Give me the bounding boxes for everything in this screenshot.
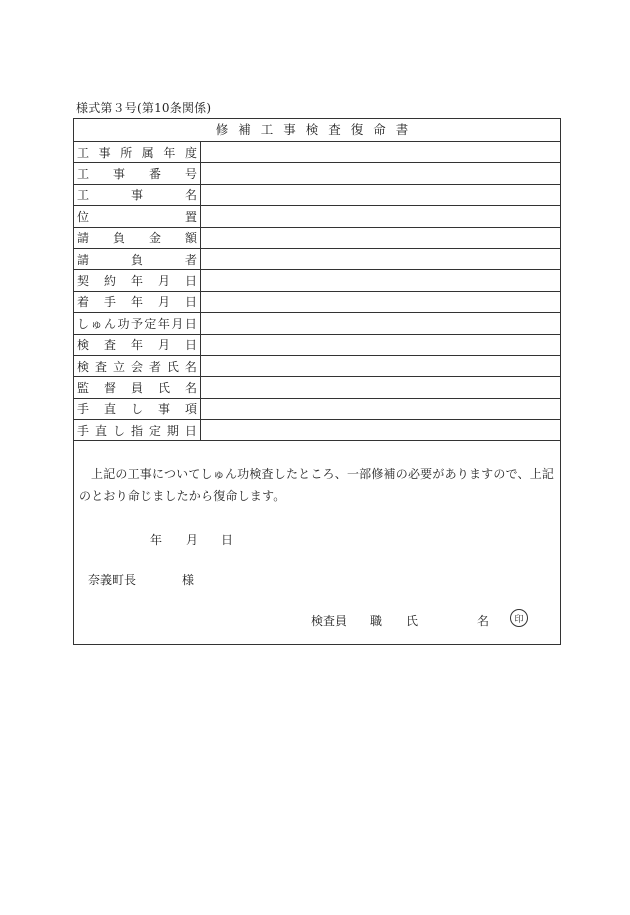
field-value[interactable]	[201, 142, 560, 162]
date-month: 月	[186, 533, 199, 548]
date-day: 日	[221, 533, 234, 548]
date-line	[74, 531, 560, 547]
inspector-name-b: 名	[477, 614, 490, 629]
field-label: 検 査 年 月 日	[74, 335, 201, 355]
form-title: 修補工事検査復命書	[74, 119, 560, 142]
field-value[interactable]	[201, 420, 560, 440]
inspector-name-a: 氏	[406, 614, 419, 629]
report-form	[73, 118, 561, 645]
field-value[interactable]	[201, 377, 560, 397]
field-value[interactable]	[201, 249, 560, 269]
field-value[interactable]	[201, 163, 560, 183]
addressee-line	[74, 571, 560, 587]
field-value[interactable]	[201, 356, 560, 376]
table-row	[74, 399, 560, 420]
inspector-line	[74, 612, 560, 630]
field-value[interactable]	[201, 206, 560, 226]
table-row	[74, 228, 560, 249]
table-row	[74, 142, 560, 163]
field-value[interactable]	[201, 313, 560, 333]
field-label: 手 直 し 指 定 期 日	[74, 420, 201, 440]
field-value[interactable]	[201, 292, 560, 312]
field-label: 工 事 名	[74, 185, 201, 205]
field-label: 工 事 番 号	[74, 163, 201, 183]
field-value[interactable]	[201, 185, 560, 205]
field-label: 着 手 年 月 日	[74, 292, 201, 312]
field-label: 工 事 所 属 年 度	[74, 142, 201, 162]
addressee-name: 奈義町長	[88, 573, 137, 588]
inspector-post: 職	[370, 614, 383, 629]
field-label: し ゅ ん 功 予 定 年 月 日	[74, 313, 201, 333]
field-table	[74, 142, 560, 441]
report-body	[74, 441, 560, 648]
table-row	[74, 313, 560, 334]
table-row	[74, 356, 560, 377]
field-label: 位 置	[74, 206, 201, 226]
field-label: 請 負 金 額	[74, 228, 201, 248]
field-label: 手 直 し 事 項	[74, 399, 201, 419]
field-label: 検 査 立 会 者 氏 名	[74, 356, 201, 376]
table-row	[74, 270, 560, 291]
seal-icon: 印	[510, 609, 528, 627]
field-value[interactable]	[201, 270, 560, 290]
table-row	[74, 335, 560, 356]
field-value[interactable]	[201, 335, 560, 355]
field-label: 監 督 員 氏 名	[74, 377, 201, 397]
field-label: 契 約 年 月 日	[74, 270, 201, 290]
table-row	[74, 420, 560, 441]
table-row	[74, 185, 560, 206]
table-row	[74, 206, 560, 227]
table-row	[74, 377, 560, 398]
table-row	[74, 292, 560, 313]
addressee-honorific: 様	[182, 573, 195, 588]
report-paragraph: 上記の工事についてしゅん功検査したところ、一部修補の必要がありますので、上記のとおり命じましたから復命します。	[79, 467, 555, 504]
field-value[interactable]	[201, 399, 560, 419]
field-label: 請 負 者	[74, 249, 201, 269]
form-number: 様式第３号(第10条関係)	[76, 101, 212, 115]
field-value[interactable]	[201, 228, 560, 248]
date-year: 年	[150, 533, 163, 548]
inspector-title: 検査員	[311, 614, 348, 629]
table-row	[74, 163, 560, 184]
table-row	[74, 249, 560, 270]
